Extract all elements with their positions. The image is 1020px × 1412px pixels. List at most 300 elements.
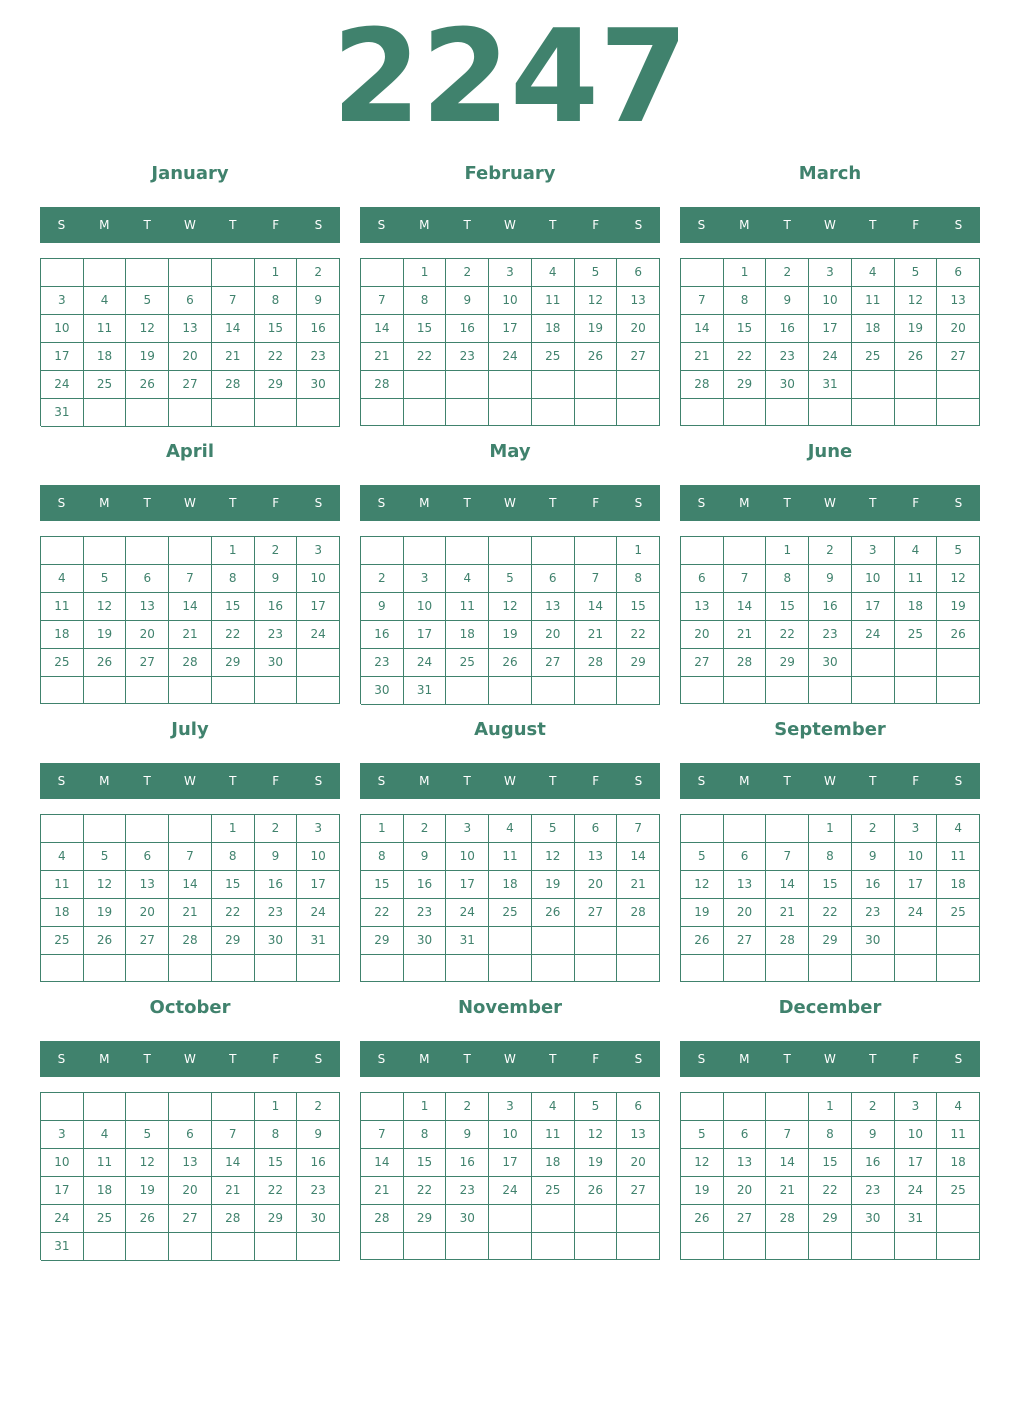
empty-cell: [169, 399, 212, 427]
day-cell: 10: [852, 565, 895, 593]
day-cell: 28: [766, 1205, 809, 1233]
empty-cell: [766, 677, 809, 704]
day-cell: 31: [446, 927, 489, 955]
weekday-label: W: [824, 1052, 836, 1066]
day-cell: 11: [937, 843, 980, 871]
empty-cell: [446, 955, 489, 982]
day-cell: 9: [255, 843, 298, 871]
weekday-label: S: [314, 496, 323, 510]
weekday-header: [360, 1041, 660, 1077]
day-grid: [680, 536, 980, 704]
empty-cell: [575, 927, 618, 955]
weekday-label: T: [143, 218, 151, 232]
empty-cell: [575, 677, 618, 705]
weekday-label: S: [634, 1052, 643, 1066]
day-cell: 24: [895, 899, 938, 927]
day-cell: 23: [809, 621, 852, 649]
day-cell: 12: [681, 1149, 724, 1177]
empty-cell: [84, 1233, 127, 1261]
day-cell: 17: [41, 343, 84, 371]
empty-cell: [575, 371, 618, 399]
weekday-label: T: [463, 1052, 471, 1066]
day-cell: 8: [212, 843, 255, 871]
empty-cell: [724, 677, 767, 704]
day-cell: 22: [617, 621, 660, 649]
day-cell: 29: [404, 1205, 447, 1233]
empty-cell: [361, 955, 404, 982]
weekday-label: T: [143, 1052, 151, 1066]
weekday-label: S: [377, 774, 386, 788]
weekday-label: S: [697, 1052, 706, 1066]
day-cell: 27: [617, 343, 660, 371]
day-cell: 14: [212, 315, 255, 343]
day-cell: 16: [446, 315, 489, 343]
empty-cell: [895, 1233, 938, 1260]
day-cell: 16: [404, 871, 447, 899]
day-grid: [360, 814, 660, 982]
empty-cell: [852, 677, 895, 704]
weekday-label: F: [272, 1052, 280, 1066]
weekday-label: S: [954, 218, 963, 232]
empty-cell: [489, 955, 532, 982]
day-cell: 14: [361, 1149, 404, 1177]
day-cell: 14: [766, 871, 809, 899]
day-cell: 10: [297, 565, 340, 593]
day-cell: 12: [895, 287, 938, 315]
day-cell: 14: [681, 315, 724, 343]
weekday-label: T: [229, 1052, 237, 1066]
day-cell: 21: [169, 621, 212, 649]
day-grid: [40, 814, 340, 982]
day-cell: 30: [297, 371, 340, 399]
day-cell: 27: [126, 927, 169, 955]
day-cell: 28: [169, 927, 212, 955]
day-cell: 26: [681, 927, 724, 955]
day-cell: 30: [361, 677, 404, 705]
empty-cell: [809, 1233, 852, 1260]
day-cell: 22: [766, 621, 809, 649]
day-cell: 14: [617, 843, 660, 871]
empty-cell: [681, 955, 724, 982]
day-cell: 31: [809, 371, 852, 399]
month-name: July: [171, 719, 209, 740]
day-cell: 19: [84, 621, 127, 649]
empty-cell: [532, 927, 575, 955]
weekday-label: T: [783, 496, 791, 510]
day-cell: 8: [255, 1121, 298, 1149]
empty-cell: [41, 259, 84, 287]
day-cell: 15: [617, 593, 660, 621]
empty-cell: [766, 399, 809, 426]
day-cell: 22: [724, 343, 767, 371]
day-cell: 21: [169, 899, 212, 927]
empty-cell: [809, 677, 852, 704]
weekday-label: M: [739, 1052, 750, 1066]
day-cell: 10: [895, 1121, 938, 1149]
day-cell: 26: [937, 621, 980, 649]
day-cell: 27: [126, 649, 169, 677]
weekday-label: W: [184, 496, 196, 510]
day-cell: 11: [489, 843, 532, 871]
weekday-label: T: [869, 496, 877, 510]
empty-cell: [617, 677, 660, 705]
day-cell: 9: [404, 843, 447, 871]
day-cell: 7: [361, 287, 404, 315]
day-cell: 15: [809, 1149, 852, 1177]
day-cell: 19: [575, 1149, 618, 1177]
day-cell: 28: [361, 371, 404, 399]
empty-cell: [937, 1205, 980, 1233]
day-cell: 23: [297, 1177, 340, 1205]
day-cell: 22: [255, 1177, 298, 1205]
day-cell: 31: [41, 1233, 84, 1261]
day-cell: 4: [895, 537, 938, 565]
day-cell: 1: [212, 815, 255, 843]
day-cell: 6: [126, 565, 169, 593]
weekday-label: F: [912, 774, 920, 788]
day-cell: 29: [212, 649, 255, 677]
weekday-label: M: [419, 218, 430, 232]
day-cell: 2: [446, 259, 489, 287]
day-cell: 19: [84, 899, 127, 927]
day-cell: 24: [404, 649, 447, 677]
day-cell: 1: [404, 259, 447, 287]
day-cell: 9: [809, 565, 852, 593]
day-cell: 20: [575, 871, 618, 899]
weekday-label: S: [697, 774, 706, 788]
day-cell: 7: [361, 1121, 404, 1149]
day-cell: 11: [41, 871, 84, 899]
weekday-label: F: [272, 218, 280, 232]
weekday-label: T: [869, 1052, 877, 1066]
day-cell: 15: [404, 315, 447, 343]
empty-cell: [361, 399, 404, 426]
empty-cell: [937, 399, 980, 426]
empty-cell: [617, 927, 660, 955]
weekday-label: S: [57, 1052, 66, 1066]
empty-cell: [84, 537, 127, 565]
day-cell: 17: [809, 315, 852, 343]
empty-cell: [617, 955, 660, 982]
day-cell: 18: [532, 315, 575, 343]
day-cell: 15: [404, 1149, 447, 1177]
day-cell: 26: [84, 927, 127, 955]
weekday-label: T: [143, 496, 151, 510]
day-cell: 7: [575, 565, 618, 593]
empty-cell: [446, 537, 489, 565]
day-cell: 20: [169, 1177, 212, 1205]
day-cell: 24: [297, 899, 340, 927]
weekday-label: F: [912, 1052, 920, 1066]
day-cell: 23: [255, 899, 298, 927]
day-cell: 21: [766, 1177, 809, 1205]
day-cell: 26: [681, 1205, 724, 1233]
day-cell: 30: [297, 1205, 340, 1233]
day-grid: [40, 1092, 340, 1260]
weekday-label: S: [57, 496, 66, 510]
weekday-label: F: [912, 496, 920, 510]
month-name: November: [457, 997, 563, 1018]
empty-cell: [126, 537, 169, 565]
empty-cell: [169, 955, 212, 982]
day-cell: 20: [724, 1177, 767, 1205]
day-cell: 6: [724, 843, 767, 871]
day-cell: 25: [84, 1205, 127, 1233]
empty-cell: [446, 1233, 489, 1260]
empty-cell: [532, 677, 575, 705]
empty-cell: [681, 537, 724, 565]
day-cell: 2: [852, 1093, 895, 1121]
weekday-header: [40, 763, 340, 799]
day-cell: 19: [681, 1177, 724, 1205]
day-cell: 24: [297, 621, 340, 649]
day-cell: 27: [724, 1205, 767, 1233]
day-cell: 9: [297, 287, 340, 315]
day-cell: 18: [489, 871, 532, 899]
day-cell: 10: [489, 1121, 532, 1149]
day-cell: 26: [84, 649, 127, 677]
empty-cell: [212, 259, 255, 287]
empty-cell: [169, 1093, 212, 1121]
day-cell: 18: [937, 871, 980, 899]
day-cell: 19: [126, 343, 169, 371]
day-cell: 6: [532, 565, 575, 593]
day-cell: 22: [809, 899, 852, 927]
day-grid: [360, 536, 660, 704]
weekday-label: S: [377, 1052, 386, 1066]
empty-cell: [84, 399, 127, 427]
day-cell: 29: [809, 1205, 852, 1233]
day-cell: 26: [575, 1177, 618, 1205]
day-cell: 1: [809, 815, 852, 843]
day-cell: 21: [681, 343, 724, 371]
day-cell: 3: [297, 537, 340, 565]
day-cell: 27: [724, 927, 767, 955]
empty-cell: [212, 1093, 255, 1121]
day-cell: 13: [724, 1149, 767, 1177]
empty-cell: [212, 1233, 255, 1261]
day-cell: 5: [84, 565, 127, 593]
day-cell: 21: [212, 343, 255, 371]
empty-cell: [809, 955, 852, 982]
day-cell: 26: [532, 899, 575, 927]
empty-cell: [41, 955, 84, 982]
day-cell: 16: [446, 1149, 489, 1177]
day-cell: 14: [575, 593, 618, 621]
day-cell: 10: [489, 287, 532, 315]
day-cell: 25: [532, 343, 575, 371]
day-cell: 1: [255, 259, 298, 287]
empty-cell: [126, 259, 169, 287]
day-cell: 3: [809, 259, 852, 287]
day-cell: 4: [532, 1093, 575, 1121]
day-cell: 2: [255, 815, 298, 843]
day-cell: 29: [809, 927, 852, 955]
empty-cell: [809, 399, 852, 426]
weekday-header: [40, 1041, 340, 1077]
day-cell: 24: [41, 371, 84, 399]
day-cell: 22: [809, 1177, 852, 1205]
day-cell: 17: [489, 315, 532, 343]
month-name: June: [807, 441, 853, 462]
weekday-label: S: [634, 496, 643, 510]
weekday-label: T: [143, 774, 151, 788]
day-cell: 6: [126, 843, 169, 871]
day-cell: 13: [681, 593, 724, 621]
day-cell: 1: [617, 537, 660, 565]
day-grid: [40, 258, 340, 426]
day-cell: 27: [937, 343, 980, 371]
day-cell: 27: [169, 1205, 212, 1233]
weekday-label: F: [592, 218, 600, 232]
day-cell: 26: [575, 343, 618, 371]
weekday-label: T: [549, 1052, 557, 1066]
day-cell: 30: [446, 1205, 489, 1233]
day-cell: 4: [446, 565, 489, 593]
empty-cell: [575, 955, 618, 982]
day-cell: 14: [724, 593, 767, 621]
day-cell: 20: [169, 343, 212, 371]
day-cell: 3: [41, 1121, 84, 1149]
day-cell: 10: [297, 843, 340, 871]
weekday-label: S: [634, 218, 643, 232]
day-cell: 19: [489, 621, 532, 649]
weekday-label: F: [592, 774, 600, 788]
day-cell: 15: [766, 593, 809, 621]
day-cell: 25: [41, 649, 84, 677]
month-name: April: [165, 441, 215, 462]
day-cell: 11: [895, 565, 938, 593]
empty-cell: [895, 927, 938, 955]
day-cell: 19: [575, 315, 618, 343]
empty-cell: [446, 371, 489, 399]
day-cell: 15: [255, 315, 298, 343]
weekday-label: S: [57, 218, 66, 232]
empty-cell: [84, 955, 127, 982]
day-cell: 21: [212, 1177, 255, 1205]
day-cell: 18: [41, 621, 84, 649]
empty-cell: [937, 677, 980, 704]
day-cell: 30: [852, 1205, 895, 1233]
day-cell: 1: [255, 1093, 298, 1121]
day-cell: 25: [852, 343, 895, 371]
empty-cell: [169, 677, 212, 704]
weekday-label: T: [463, 774, 471, 788]
day-cell: 15: [212, 593, 255, 621]
empty-cell: [255, 1233, 298, 1261]
weekday-label: W: [184, 774, 196, 788]
day-cell: 26: [489, 649, 532, 677]
day-cell: 3: [895, 1093, 938, 1121]
day-cell: 1: [212, 537, 255, 565]
day-cell: 2: [766, 259, 809, 287]
empty-cell: [489, 537, 532, 565]
day-cell: 9: [361, 593, 404, 621]
day-cell: 10: [41, 315, 84, 343]
day-cell: 3: [852, 537, 895, 565]
empty-cell: [681, 1093, 724, 1121]
day-cell: 1: [724, 259, 767, 287]
day-cell: 11: [84, 1149, 127, 1177]
day-cell: 28: [681, 371, 724, 399]
day-cell: 6: [724, 1121, 767, 1149]
day-cell: 17: [895, 871, 938, 899]
weekday-label: M: [99, 218, 110, 232]
day-cell: 27: [575, 899, 618, 927]
day-cell: 24: [895, 1177, 938, 1205]
day-cell: 7: [169, 843, 212, 871]
day-cell: 25: [41, 927, 84, 955]
day-cell: 9: [297, 1121, 340, 1149]
month-name: September: [774, 719, 886, 740]
day-cell: 23: [446, 343, 489, 371]
year-title: 2247: [331, 3, 689, 152]
weekday-label: S: [954, 496, 963, 510]
weekday-label: S: [314, 774, 323, 788]
empty-cell: [895, 677, 938, 704]
empty-cell: [255, 955, 298, 982]
day-cell: 15: [212, 871, 255, 899]
day-cell: 14: [361, 315, 404, 343]
day-cell: 14: [169, 593, 212, 621]
day-cell: 31: [297, 927, 340, 955]
day-cell: 28: [724, 649, 767, 677]
day-cell: 3: [404, 565, 447, 593]
empty-cell: [361, 1093, 404, 1121]
day-cell: 23: [446, 1177, 489, 1205]
day-cell: 7: [681, 287, 724, 315]
day-cell: 14: [169, 871, 212, 899]
day-cell: 11: [532, 287, 575, 315]
day-cell: 21: [617, 871, 660, 899]
day-cell: 28: [169, 649, 212, 677]
empty-cell: [575, 399, 618, 426]
month-name: December: [778, 997, 882, 1018]
day-cell: 16: [361, 621, 404, 649]
empty-cell: [489, 927, 532, 955]
day-cell: 17: [895, 1149, 938, 1177]
weekday-label: S: [377, 496, 386, 510]
day-cell: 4: [852, 259, 895, 287]
day-cell: 23: [297, 343, 340, 371]
day-cell: 16: [809, 593, 852, 621]
day-cell: 20: [126, 899, 169, 927]
day-cell: 28: [617, 899, 660, 927]
empty-cell: [212, 677, 255, 704]
day-cell: 26: [895, 343, 938, 371]
day-cell: 31: [895, 1205, 938, 1233]
weekday-label: T: [549, 218, 557, 232]
day-cell: 7: [212, 1121, 255, 1149]
day-cell: 23: [255, 621, 298, 649]
weekday-label: W: [504, 218, 516, 232]
weekday-label: M: [739, 218, 750, 232]
empty-cell: [681, 1233, 724, 1260]
day-cell: 11: [84, 315, 127, 343]
day-cell: 5: [681, 843, 724, 871]
empty-cell: [489, 399, 532, 426]
day-cell: 2: [297, 259, 340, 287]
day-cell: 28: [212, 371, 255, 399]
empty-cell: [852, 399, 895, 426]
empty-cell: [937, 371, 980, 399]
day-cell: 24: [852, 621, 895, 649]
day-cell: 18: [532, 1149, 575, 1177]
weekday-label: T: [783, 218, 791, 232]
day-cell: 23: [766, 343, 809, 371]
empty-cell: [766, 815, 809, 843]
empty-cell: [852, 649, 895, 677]
